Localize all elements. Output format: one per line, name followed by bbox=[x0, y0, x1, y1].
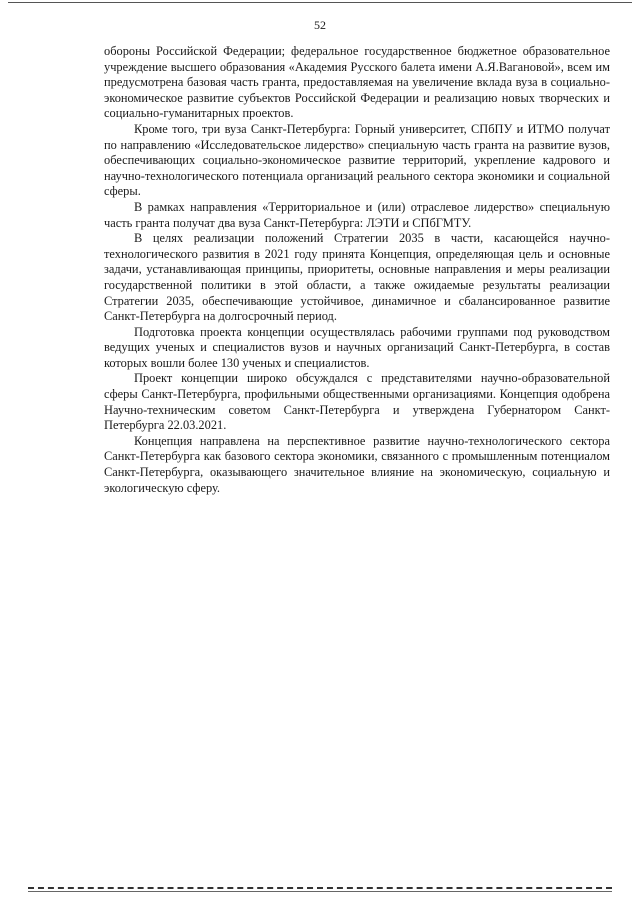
paragraph-continuation: обороны Российской Федерации; федеральное государственное бюджетное образовательное учреждение высшего образования «Академия Русского балета имени А.Я.Вагановой», всем им предусмотрена базовая часть гранта, предоставляемая на увеличение вклада вуза в социально-экономическое развитие субъектов Российской Федерации и реализацию новых творческих и социально-гуманитарных проектов. bbox=[104, 44, 610, 121]
paragraph-concept-preparation: Подготовка проекта концепции осуществлялась рабочими группами под руководством ведущих ученых и специалистов вузов и научных организаций Санкт-Петербурга, в состав которых вошли более 130 ученых и специалистов. bbox=[104, 324, 610, 370]
bottom-border-dashed bbox=[28, 887, 612, 889]
paragraph-concept-discussion: Проект концепции широко обсуждался с представителями научно-образовательной сферы Санкт-Петербурга, профильными общественными организациями. Концепция одобрена Научно-техническим советом Санкт-Петербурга и утверждена Губернатором Санкт-Петербурга 22.03.2021. bbox=[104, 371, 610, 433]
paragraph-territorial-leadership: В рамках направления «Территориальное и (или) отраслевое лидерство» специальную часть гранта получат два вуза Санкт-Петербурга: ЛЭТИ и СПбГМТУ. bbox=[104, 199, 610, 230]
paragraph-concept-direction: Концепция направлена на перспективное развитие научно-технологического сектора Санкт-Петербурга как базового сектора экономики, связанного с промышленным потенциалом Санкт-Петербурга, оказывающего значительное влияние на экономическую, социальную и экологическую сферу. bbox=[104, 433, 610, 495]
paragraph-research-leadership: Кроме того, три вуза Санкт-Петербурга: Горный университет, СПбПУ и ИТМО получат по направлению «Исследовательское лидерство» специальную часть гранта на развитие вузов, обеспечивающих социально-экономическое развитие территорий, укрепление кадрового и научно-технологического потенциала организаций реального сектора экономики и социальной сферы. bbox=[104, 121, 610, 199]
page-number: 52 bbox=[314, 18, 326, 32]
paragraph-strategy-2035: В целях реализации положений Стратегии 2035 в части, касающейся научно-технологического развития в 2021 году принята Концепция, определяющая цель и основные задачи, устанавливающая принципы, приоритеты, основные направления и меры реализации государственной политики в этой области, а также ожидаемые результаты реализации Стратегии 2035, обеспечивающие устойчивое, динамичное и сбалансированное развитие Санкт-Петербурга на долгосрочный период. bbox=[104, 231, 610, 324]
top-border-line bbox=[8, 2, 632, 3]
document-body bbox=[104, 44, 610, 496]
bottom-border-line bbox=[28, 891, 612, 892]
